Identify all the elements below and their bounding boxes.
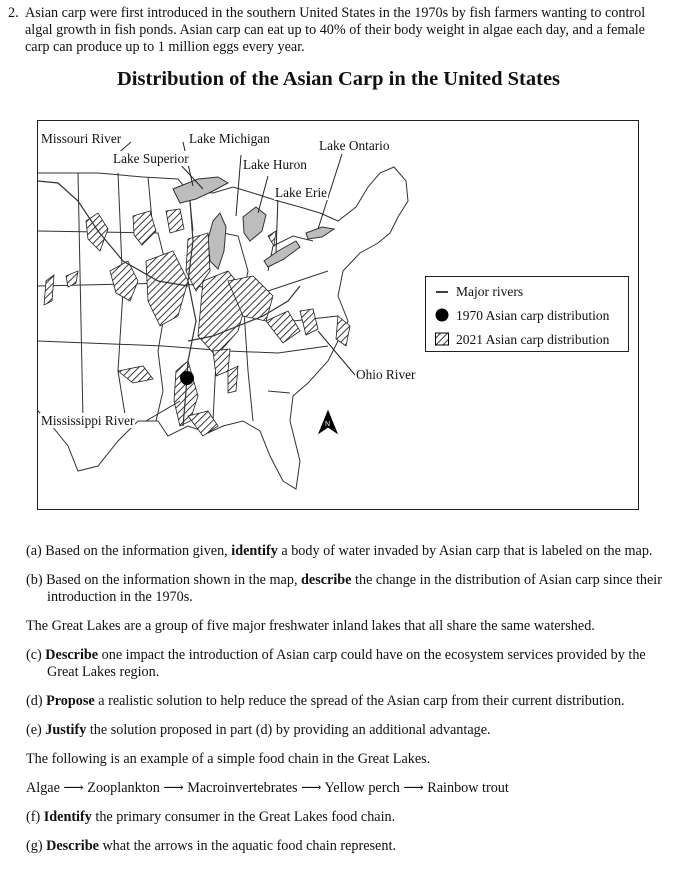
part-text: a body of water invaded by Asian carp that is labeled on the map. [277,543,653,559]
question-intro-text: Asian carp were first introduced in the southern United States in the 1970s by fish farmers wanting to control algal growth in fish ponds. Asian carp can eat up to 40% of their body weight in algae each day, and a female carp can produce up to 1 million eggs every year. [25,5,646,55]
part-text: a realistic solution to help reduce the spread of the Asian carp from their current distribution. [94,693,625,709]
label-lake-superior: Lake Superior [113,151,189,166]
map-legend [425,276,629,352]
part-a [26,543,674,560]
part-e [26,722,674,739]
part-verb: Describe [46,838,99,854]
label-lake-erie: Lake Erie [275,185,328,200]
part-verb: Describe [45,647,99,663]
filled-dot-icon [434,308,450,322]
part-verb: Identify [43,809,92,825]
part-c [26,647,674,681]
label-lake-ontario: Lake Ontario [319,138,390,153]
part-text: one impact the introduction of Asian carp could have on the ecosystem services provided by the Great Lakes region. [47,647,646,680]
part-letter: (d) [26,693,43,709]
part-text: the primary consumer in the Great Lakes food chain. [91,809,396,825]
lake-huron-shape [243,207,266,241]
label-lake-huron: Lake Huron [243,157,307,172]
part-verb: Propose [46,693,95,709]
part-verb: Justify [45,722,87,738]
river-line-icon [434,284,450,298]
part-text: what the arrows in the aquatic food chain represent. [98,838,396,854]
food-chain: Algae ⟶ Zooplankton ⟶ Macroinvertebrates ⟶ Yellow perch ⟶ Rainbow trout [26,780,509,796]
part-text: Based on the information shown in the map, [42,572,302,588]
label-mississippi-river: Mississippi River [41,413,135,428]
part-d [26,693,674,710]
lake-ontario-shape [306,227,334,239]
lake-michigan-shape [208,213,226,269]
legend-label-rivers: Major rivers [456,284,524,299]
label-lake-michigan: Lake Michigan [189,131,270,146]
north-arrow [319,411,337,433]
part-verb: identify [231,543,278,559]
part-letter: (g) [26,838,43,854]
svg-text:N: N [325,421,331,428]
lake-superior-shape [173,177,228,203]
part-verb: describe [301,572,352,588]
part-letter: (a) [26,543,42,559]
label-missouri-river: Missouri River [41,131,122,146]
question-intro [8,5,670,56]
legend-label-2021: 2021 Asian carp distribution [456,332,610,347]
figure-title: Distribution of the Asian Carp in the United States [116,68,561,90]
part-text: the solution proposed in part (d) by providing an additional advantage. [86,722,491,738]
part-text: the change in the distribution of Asian carp since their introduction in the 1970s. [47,572,662,605]
part-letter: (e) [26,722,42,738]
part-g [26,838,674,855]
distribution-1970-dot [180,371,194,385]
legend-row-rivers [434,284,523,300]
question-number: 2. [8,5,19,21]
legend-row-2021 [434,332,609,348]
part-f [26,809,674,826]
part-letter: (c) [26,647,42,663]
lake-erie-shape [264,241,300,267]
part-text: Based on the information given, [41,543,232,559]
food-chain-intro: The following is an example of a simple food chain in the Great Lakes. [26,751,431,767]
legend-row-1970 [434,308,609,324]
hatched-square-icon [434,332,450,346]
map-figure [37,120,639,510]
legend-label-1970: 1970 Asian carp distribution [456,308,610,323]
part-letter: (b) [26,572,43,588]
great-lakes-statement: The Great Lakes are a group of five major freshwater inland lakes that all share the same watershed. [26,618,595,634]
label-ohio-river: Ohio River [356,367,416,382]
question-parts [26,543,674,867]
part-letter: (f) [26,809,41,825]
part-b [26,572,674,606]
